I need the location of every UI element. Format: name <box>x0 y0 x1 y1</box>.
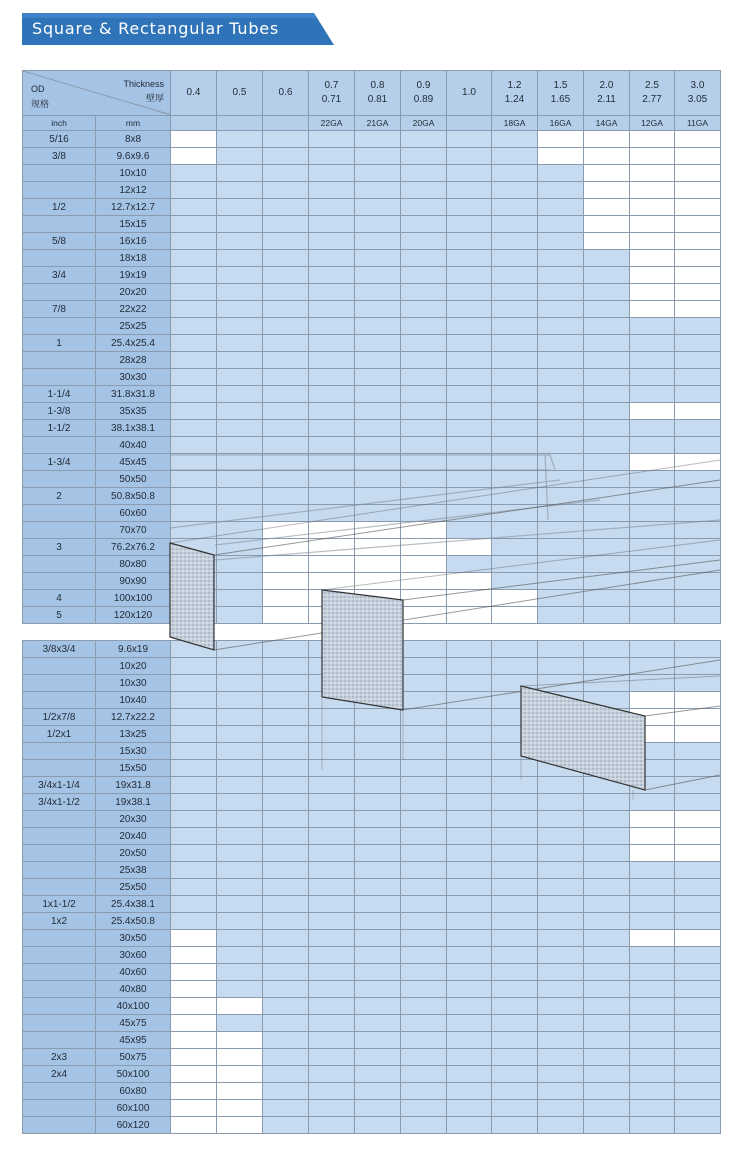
mm-size-cell: 60x100 <box>96 1100 171 1117</box>
mm-size-cell: 20x40 <box>96 828 171 845</box>
mm-size-cell: 50x100 <box>96 1066 171 1083</box>
mm-size-cell: 20x50 <box>96 845 171 862</box>
section-title: Square & Rectangular Tubes <box>32 19 280 38</box>
inch-size-cell: 1x2 <box>23 913 96 930</box>
mm-size-cell: 40x60 <box>96 964 171 981</box>
mm-size-cell: 120x120 <box>96 607 171 624</box>
mm-size-cell: 12.7x22.2 <box>96 709 171 726</box>
tube-1 <box>170 460 720 650</box>
inch-size-cell: 3/8x3/4 <box>23 641 96 658</box>
mm-size-cell: 90x90 <box>96 573 171 590</box>
thickness-nominal: 2.0 <box>599 80 614 91</box>
thickness-actual: 3.05 <box>687 94 708 105</box>
inch-size-cell: 5 <box>23 607 96 624</box>
thickness-nominal: 3.0 <box>690 80 705 91</box>
mm-size-cell: 38.1x38.1 <box>96 420 171 437</box>
tube-3 <box>521 676 720 800</box>
inch-size-cell: 1-3/8 <box>23 403 96 420</box>
mm-size-cell: 35x35 <box>96 403 171 420</box>
mm-size-cell: 30x50 <box>96 930 171 947</box>
thickness-nominal: 0.6 <box>278 87 293 98</box>
inch-size-cell: 1-3/4 <box>23 454 96 471</box>
mm-size-cell: 16x16 <box>96 233 171 250</box>
thickness-label-cn: 壁厚 <box>145 93 164 103</box>
mm-size-cell: 50x75 <box>96 1049 171 1066</box>
mm-size-cell: 25x50 <box>96 879 171 896</box>
inch-size-cell: 2x4 <box>23 1066 96 1083</box>
thickness-actual: 2.77 <box>642 94 662 105</box>
mm-header: mm <box>96 116 171 131</box>
mm-size-cell: 22x22 <box>96 301 171 318</box>
mm-size-cell: 50.8x50.8 <box>96 488 171 505</box>
mm-size-cell: 20x20 <box>96 284 171 301</box>
mm-size-cell: 9.6x9.6 <box>96 148 171 165</box>
inch-size-cell: 3/8 <box>23 148 96 165</box>
gauge-cell: 21GA <box>355 116 401 131</box>
thickness-label: Thickness <box>123 79 164 89</box>
inch-size-cell: 3/4x1-1/4 <box>23 777 96 794</box>
mm-size-cell: 20x30 <box>96 811 171 828</box>
mm-size-cell: 31.8x31.8 <box>96 386 171 403</box>
mm-size-cell: 9.6x19 <box>96 641 171 658</box>
mm-size-cell: 15x15 <box>96 216 171 233</box>
thickness-nominal: 1.5 <box>553 80 568 91</box>
mm-size-cell: 40x80 <box>96 981 171 998</box>
inch-size-cell: 3/4 <box>23 267 96 284</box>
gauge-cell: 12GA <box>630 116 675 131</box>
mm-size-cell: 100x100 <box>96 590 171 607</box>
mm-size-cell: 10x40 <box>96 692 171 709</box>
mm-size-cell: 60x60 <box>96 505 171 522</box>
thickness-nominal: 0.7 <box>324 80 339 91</box>
thickness-actual: 2.11 <box>597 94 616 105</box>
mm-size-cell: 25.4x25.4 <box>96 335 171 352</box>
thickness-actual: 0.71 <box>321 94 342 105</box>
mm-size-cell: 19x19 <box>96 267 171 284</box>
mm-size-cell: 19x38.1 <box>96 794 171 811</box>
mm-size-cell: 45x75 <box>96 1015 171 1032</box>
mm-size-cell: 12.7x12.7 <box>96 199 171 216</box>
thickness-nominal: 2.5 <box>645 80 659 91</box>
gauge-cell: 11GA <box>675 116 721 131</box>
mm-size-cell: 60x80 <box>96 1083 171 1100</box>
mm-size-cell: 25.4x50.8 <box>96 913 171 930</box>
gauge-cell: 22GA <box>309 116 355 131</box>
inch-size-cell: 2x3 <box>23 1049 96 1066</box>
mm-size-cell: 8x8 <box>96 131 171 148</box>
thickness-actual: 0.81 <box>367 94 388 105</box>
mm-size-cell: 40x100 <box>96 998 171 1015</box>
inch-size-cell: 2 <box>23 488 96 505</box>
inch-size-cell: 5/8 <box>23 233 96 250</box>
thickness-nominal: 0.9 <box>416 80 431 91</box>
inch-size-cell: 1/2 <box>23 199 96 216</box>
mm-size-cell: 10x20 <box>96 658 171 675</box>
mm-size-cell: 15x30 <box>96 743 171 760</box>
mm-size-cell: 25.4x38.1 <box>96 896 171 913</box>
mm-size-cell: 13x25 <box>96 726 171 743</box>
mm-size-cell: 60x120 <box>96 1117 171 1134</box>
mm-size-cell: 45x95 <box>96 1032 171 1049</box>
gauge-cell: 20GA <box>401 116 447 131</box>
inch-size-cell: 7/8 <box>23 301 96 318</box>
inch-size-cell: 1-1/4 <box>23 386 96 403</box>
gauge-cell: 18GA <box>492 116 538 131</box>
mm-size-cell: 30x60 <box>96 947 171 964</box>
thickness-actual: 0.89 <box>413 94 434 105</box>
gauge-cell: 14GA <box>584 116 630 131</box>
mm-size-cell: 10x30 <box>96 675 171 692</box>
inch-size-cell: 1/2x1 <box>23 726 96 743</box>
mm-size-cell: 15x50 <box>96 760 171 777</box>
inch-header: inch <box>23 116 96 131</box>
inch-size-cell: 1/2x7/8 <box>23 709 96 726</box>
inch-size-cell: 4 <box>23 590 96 607</box>
mm-size-cell: 19x31.8 <box>96 777 171 794</box>
inch-size-cell: 1 <box>23 335 96 352</box>
mm-size-cell: 40x40 <box>96 437 171 454</box>
thickness-nominal: 1.0 <box>462 87 476 98</box>
thickness-nominal: 0.8 <box>370 80 385 91</box>
mm-size-cell: 80x80 <box>96 556 171 573</box>
thickness-actual: 1.24 <box>504 94 525 105</box>
mm-size-cell: 76.2x76.2 <box>96 539 171 556</box>
mm-size-cell: 70x70 <box>96 522 171 539</box>
mm-size-cell: 45x45 <box>96 454 171 471</box>
inch-size-cell: 1-1/2 <box>23 420 96 437</box>
thickness-actual: 1.65 <box>550 94 571 105</box>
mm-size-cell: 30x30 <box>96 369 171 386</box>
mm-size-cell: 25x38 <box>96 862 171 879</box>
mm-size-cell: 12x12 <box>96 182 171 199</box>
inch-size-cell: 3 <box>23 539 96 556</box>
mm-size-cell: 50x50 <box>96 471 171 488</box>
mm-size-cell: 18x18 <box>96 250 171 267</box>
inch-size-cell: 5/16 <box>23 131 96 148</box>
inch-size-cell: 1x1-1/2 <box>23 896 96 913</box>
od-label: OD <box>31 84 45 94</box>
mm-size-cell: 10x10 <box>96 165 171 182</box>
mm-size-cell: 28x28 <box>96 352 171 369</box>
gauge-cell: 16GA <box>538 116 584 131</box>
thickness-nominal: 1.2 <box>507 80 522 91</box>
thickness-nominal: 0.5 <box>232 87 247 98</box>
inch-size-cell: 3/4x1-1/2 <box>23 794 96 811</box>
thickness-nominal: 0.4 <box>186 87 201 98</box>
od-label-cn: 规格 <box>31 99 50 109</box>
mm-size-cell: 25x25 <box>96 318 171 335</box>
